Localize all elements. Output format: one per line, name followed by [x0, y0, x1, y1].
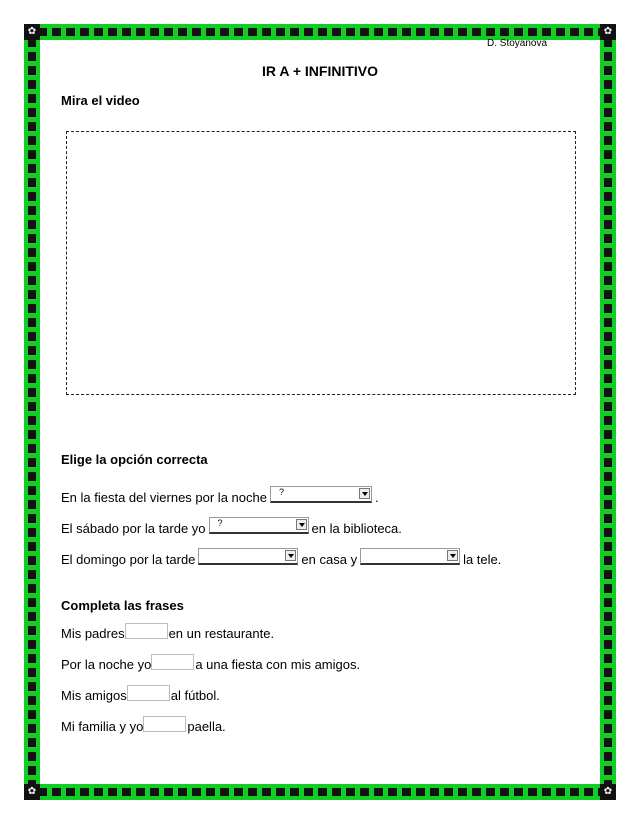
choose-line-1: [61, 486, 379, 505]
video-heading: Mira el video: [61, 93, 140, 108]
sentence-text: .: [374, 490, 379, 505]
chevron-down-icon[interactable]: [447, 550, 458, 561]
page-title: IR A + INFINITIVO: [261, 63, 379, 79]
author-name: D. Stoyanova: [487, 38, 548, 49]
flower-icon: ✿: [24, 784, 40, 800]
answer-input[interactable]: [127, 685, 170, 701]
dropdown-value: ?: [217, 518, 223, 528]
answer-input[interactable]: [151, 654, 194, 670]
sentence-text: la tele.: [463, 552, 502, 567]
sentence-text: Mi familia y yo: [61, 719, 144, 734]
answer-dropdown[interactable]: [209, 517, 309, 534]
sentence-text: Mis amigos: [61, 688, 127, 703]
answer-dropdown[interactable]: [198, 548, 298, 565]
flower-icon: ✿: [600, 24, 616, 40]
flower-icon: ✿: [600, 784, 616, 800]
complete-line-1: [61, 623, 274, 641]
dropdown-value: ?: [278, 487, 284, 497]
sentence-text: a una fiesta con mis amigos.: [195, 657, 361, 672]
chevron-down-icon[interactable]: [359, 488, 370, 499]
choose-heading: Elige la opción correcta: [61, 452, 208, 467]
chevron-down-icon[interactable]: [296, 519, 307, 530]
sentence-text: Mis padres: [61, 626, 125, 641]
sentence-text: al fútbol.: [170, 688, 220, 703]
sentence-text: El sábado por la tarde yo: [61, 521, 206, 536]
complete-line-4: [61, 716, 226, 734]
sentence-text: Por la noche yo: [61, 657, 152, 672]
border-bottom: [24, 784, 616, 800]
choose-line-2: [61, 517, 402, 536]
sentence-text: en un restaurante.: [168, 626, 275, 641]
choose-line-3: [61, 548, 501, 567]
complete-line-3: [61, 685, 220, 703]
border-left: [24, 24, 40, 800]
complete-heading: Completa las frases: [61, 598, 184, 613]
flower-icon: ✿: [24, 24, 40, 40]
sentence-text: en casa y: [301, 552, 358, 567]
answer-input[interactable]: [125, 623, 168, 639]
video-placeholder[interactable]: [66, 131, 576, 395]
border-right: [600, 24, 616, 800]
answer-input[interactable]: [143, 716, 186, 732]
answer-dropdown[interactable]: [270, 486, 372, 503]
sentence-text: En la fiesta del viernes por la noche: [61, 490, 267, 505]
sentence-text: El domingo por la tarde: [61, 552, 196, 567]
answer-dropdown[interactable]: [360, 548, 460, 565]
complete-line-2: [61, 654, 360, 672]
sentence-text: paella.: [187, 719, 226, 734]
chevron-down-icon[interactable]: [285, 550, 296, 561]
sentence-text: en la biblioteca.: [311, 521, 402, 536]
